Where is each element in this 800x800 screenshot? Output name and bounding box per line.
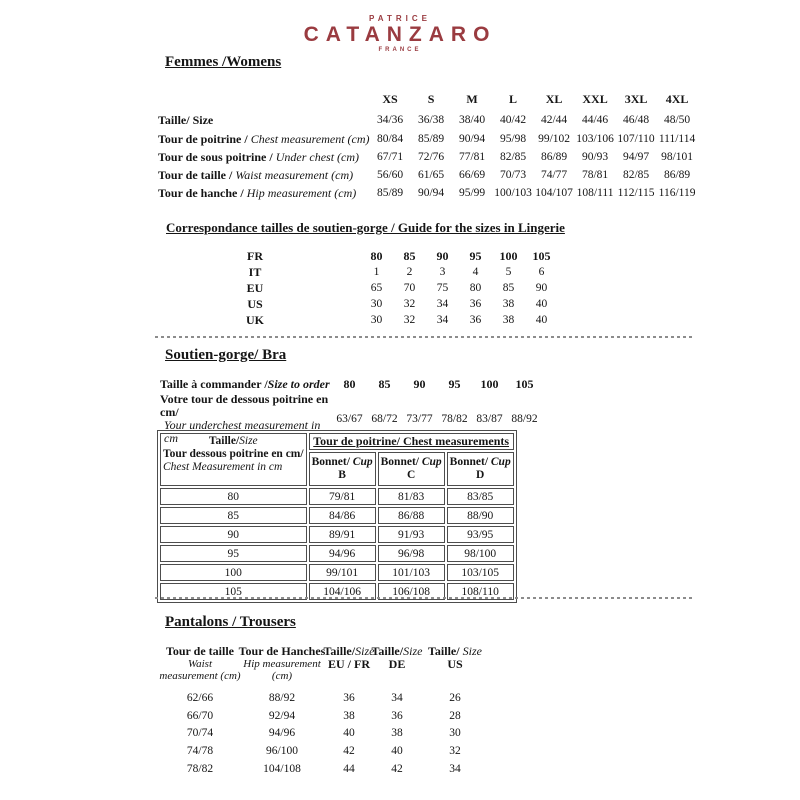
lingerie-value-cell: 90 [436, 248, 449, 263]
trousers-value-cell: 40 [391, 745, 403, 758]
table-row [160, 564, 514, 581]
chest-measurements-span-header [309, 433, 514, 450]
cup-table-corner-cell [160, 433, 307, 486]
bra-underchest-label-fr: Votre tour de dessous poitrine en cm/ [160, 392, 329, 419]
row-label-fr: Tour de taille / [158, 167, 233, 182]
trousers-header-taille: Taille/ [371, 644, 404, 658]
lingerie-value-cell: 4 [472, 266, 479, 278]
corner-chest-label: Chest Measurement in cm [163, 461, 283, 473]
table-row [160, 526, 514, 543]
cup-c-header [378, 452, 445, 486]
size-header-xxl: XXL [582, 91, 608, 106]
country-label-us: US [247, 296, 263, 311]
lingerie-value-cell: 38 [502, 298, 515, 310]
spacer-cell [275, 280, 360, 296]
cup-value-cell: 83/85 [447, 488, 514, 505]
row-label-en: Chest measurement (cm) [250, 131, 370, 146]
lingerie-heading: Correspondance tailles de soutien-gorge / Guide for the sizes in Lingerie [166, 220, 565, 235]
lingerie-value-cell: 32 [403, 314, 416, 326]
size-value-cell: 107/110 [617, 133, 655, 145]
womens-size-header-row [158, 88, 698, 110]
span-header-en: Chest measurements [402, 434, 510, 448]
size-value-cell: 103/106 [576, 133, 614, 145]
table-row [158, 148, 698, 166]
size-value-cell: 100/103 [494, 187, 532, 199]
trousers-value-cell: 28 [449, 709, 461, 722]
cup-size-cell: 105 [160, 583, 307, 600]
bra-order-label [160, 378, 332, 391]
bra-underchest-value: 63/67 [336, 413, 363, 425]
logo-france-text: FRANCE [378, 47, 422, 54]
lingerie-value-cell: 95 [469, 248, 482, 263]
trousers-header-region: DE [388, 656, 406, 671]
size-value-cell: 74/77 [540, 169, 568, 181]
cup-size-cell: 85 [160, 507, 307, 524]
size-value-cell: 72/76 [417, 151, 445, 163]
womens-size-table [158, 88, 698, 202]
table-row [160, 488, 514, 505]
trousers-value-cell: 42 [391, 762, 403, 775]
size-value-cell: 111/114 [658, 133, 696, 145]
lingerie-value-cell: 30 [370, 314, 383, 326]
cup-value-cell: 86/88 [378, 507, 445, 524]
bra-heading: Soutien-gorge/ Bra [165, 347, 287, 363]
size-value-cell: 44/46 [581, 114, 609, 126]
trousers-col-us [421, 645, 489, 778]
lingerie-value-cell: 38 [502, 314, 515, 326]
size-value-cell: 86/89 [540, 151, 568, 163]
lingerie-value-cell: 32 [403, 298, 416, 310]
table-row [158, 184, 698, 202]
bra-cup-table [157, 430, 517, 603]
table-row [158, 130, 698, 148]
lingerie-value-cell: 34 [436, 314, 449, 326]
lingerie-value-cell: 5 [505, 266, 512, 278]
cup-value-cell: 91/93 [378, 526, 445, 543]
trousers-value-cell: 42 [343, 745, 355, 758]
cup-size-cell: 90 [160, 526, 307, 543]
trousers-value-cell: 96/100 [266, 745, 298, 758]
size-header-m: M [466, 91, 478, 106]
spacer-cell [275, 312, 360, 328]
table-row [160, 545, 514, 562]
country-label-eu: EU [246, 280, 264, 295]
size-header-3xl: 3XL [624, 91, 648, 106]
row-label-hip [158, 184, 370, 202]
trousers-header-taille: Taille/ [428, 644, 460, 658]
table-row [235, 280, 558, 296]
logo-catanzaro-text: CATANZARO [303, 23, 497, 47]
size-value-cell: 77/81 [458, 151, 486, 163]
size-value-cell: 85/89 [417, 133, 445, 145]
trousers-value-cell: 38 [343, 709, 355, 722]
size-value-cell: 90/94 [417, 187, 445, 199]
row-label-fr: Tour de sous poitrine / [158, 149, 273, 164]
corner-size-label: Size [239, 435, 258, 447]
size-value-cell: 86/89 [663, 169, 691, 181]
cup-value-cell: 84/86 [309, 507, 376, 524]
country-label-uk: UK [246, 312, 264, 327]
cup-d-header [447, 452, 514, 486]
trousers-header-en: measurement (cm) [159, 670, 241, 682]
womens-heading: Femmes /Womens [165, 54, 282, 70]
lingerie-value-cell: 65 [370, 282, 383, 294]
lingerie-value-cell: 70 [403, 282, 416, 294]
trousers-value-cell: 34 [391, 692, 403, 704]
lingerie-value-cell: 36 [469, 314, 482, 326]
trousers-header-size: Size [462, 644, 482, 658]
cup-value-cell: 96/98 [378, 545, 445, 562]
trousers-header-size: Size [403, 644, 423, 658]
size-value-cell: 104/107 [535, 187, 573, 199]
bra-underchest-value: 73/77 [406, 413, 433, 425]
row-label-chest [158, 130, 370, 148]
size-value-cell: 66/69 [458, 169, 486, 181]
bonnet-label: Bonnet/ [449, 456, 489, 468]
trousers-header-fr: Tour de Hanches [238, 644, 326, 658]
bra-order-label-fr: Taille à commander / [160, 377, 268, 391]
lingerie-value-cell: 85 [502, 282, 515, 294]
row-label-fr: Tour de poitrine / [158, 131, 248, 146]
trousers-value-cell: 62/66 [186, 692, 214, 704]
trousers-header-fr: Tour de taille [165, 644, 234, 658]
size-value-cell: 108/111 [576, 187, 614, 199]
bra-underchest-label-en: Your underchest measurement in cm [164, 418, 321, 445]
trousers-value-cell: 66/70 [186, 709, 214, 722]
trousers-value-cell: 36 [391, 709, 403, 722]
corner-size-line [163, 435, 304, 448]
trousers-value-cell: 74/78 [186, 745, 214, 758]
country-label-fr: FR [247, 248, 263, 263]
bra-underchest-value: 83/87 [476, 413, 503, 425]
cup-label: Cup [421, 456, 442, 468]
trousers-header-en: Waist [187, 657, 213, 670]
cup-value-cell: 103/105 [447, 564, 514, 581]
trousers-value-cell: 92/94 [268, 709, 296, 722]
size-header-s: S [427, 91, 435, 106]
cup-label-line [312, 456, 373, 469]
logo-patrice-text: PATRICE [369, 14, 431, 23]
cup-value-cell: 101/103 [378, 564, 445, 581]
size-value-cell: 116/119 [658, 187, 696, 199]
lingerie-value-cell: 80 [370, 248, 383, 263]
size-value-cell: 40/42 [499, 114, 527, 126]
lingerie-value-cell: 34 [436, 298, 449, 310]
trousers-value-cell: 30 [449, 727, 461, 740]
lingerie-value-cell: 1 [373, 266, 380, 278]
lingerie-value-cell: 40 [535, 314, 548, 326]
size-value-cell: 95/99 [458, 187, 486, 199]
bra-order-value: 80 [343, 377, 356, 391]
bra-order-label-en: Size to order [267, 377, 330, 391]
lingerie-value-cell: 40 [535, 298, 548, 310]
cup-table-header-row-1 [160, 433, 514, 450]
row-label-waist [158, 166, 370, 184]
lingerie-value-cell: 105 [532, 248, 551, 263]
trousers-value-cell: 38 [391, 727, 403, 740]
trousers-value-cell: 32 [449, 745, 461, 758]
row-label-fr: Tour de hanche / [158, 185, 244, 200]
table-row [160, 507, 514, 524]
cup-value-cell: 79/81 [309, 488, 376, 505]
size-value-cell: 67/71 [376, 151, 404, 163]
cup-value-cell: 98/100 [447, 545, 514, 562]
trousers-value-cell: 78/82 [186, 762, 214, 775]
cup-value-cell: 106/108 [378, 583, 445, 600]
cup-label-line [381, 456, 442, 469]
size-value-cell: 78/81 [581, 169, 609, 181]
bra-order-value: 105 [515, 377, 534, 391]
trousers-us-header [421, 645, 489, 690]
trousers-header-en: (cm) [271, 670, 293, 682]
brand-logo [0, 14, 800, 54]
lingerie-value-cell: 90 [535, 282, 548, 294]
size-value-cell: 90/94 [458, 133, 486, 145]
size-header-xl: XL [545, 91, 563, 106]
cup-letter: C [406, 469, 416, 481]
cup-size-cell: 80 [160, 488, 307, 505]
trousers-value-cell: 40 [343, 727, 355, 740]
trousers-value-cell: 88/92 [268, 692, 296, 704]
size-value-cell: 112/115 [617, 187, 655, 199]
size-header-4xl: 4XL [665, 91, 689, 106]
size-value-cell: 99/102 [538, 133, 571, 145]
country-label-it: IT [248, 264, 262, 279]
lingerie-value-cell: 85 [403, 248, 416, 263]
row-label-en: Under chest (cm) [275, 149, 360, 164]
trousers-header-region: US [447, 656, 463, 671]
bra-order-value: 85 [378, 377, 391, 391]
bra-order-row [160, 377, 542, 392]
size-value-cell: 94/97 [622, 151, 650, 163]
trousers-heading: Pantalons / Trousers [165, 614, 296, 630]
size-value-cell: 82/85 [622, 169, 650, 181]
table-row [235, 296, 558, 312]
lingerie-value-cell: 6 [538, 266, 545, 278]
cup-value-cell: 104/106 [309, 583, 376, 600]
trousers-header-size: Size [355, 644, 375, 658]
bonnet-label: Bonnet/ [380, 456, 419, 468]
corner-underbust-label: Tour dessous poitrine en cm/ [163, 448, 304, 460]
cup-label: Cup [490, 456, 511, 468]
bra-underchest-value: 68/72 [371, 413, 398, 425]
trousers-value-cell: 104/108 [263, 762, 301, 775]
lingerie-value-cell: 100 [499, 248, 518, 263]
cup-letter: D [476, 469, 485, 481]
table-row [158, 110, 698, 130]
table-row [235, 312, 558, 328]
trousers-header-en: Hip measurement [243, 657, 321, 670]
size-value-cell: 90/93 [581, 151, 609, 163]
spacer-cell [275, 264, 360, 280]
cup-value-cell: 88/90 [447, 507, 514, 524]
trousers-value-cell: 26 [449, 692, 461, 704]
row-label-underchest [158, 148, 370, 166]
cup-value-cell: 93/95 [447, 526, 514, 543]
empty-corner-cell [158, 88, 370, 110]
size-value-cell: 48/50 [663, 114, 691, 126]
size-value-cell: 85/89 [376, 187, 404, 199]
cup-value-cell: 108/110 [447, 583, 514, 600]
bra-order-value: 100 [480, 377, 499, 391]
table-row [235, 248, 558, 264]
bra-underchest-value: 88/92 [511, 413, 538, 425]
row-label-fr: Taille/ Size [158, 112, 214, 127]
trousers-value-cell: 36 [343, 692, 355, 704]
trousers-header-taille: Taille/ [323, 644, 356, 658]
bra-order-value: 95 [448, 377, 461, 391]
size-value-cell: 61/65 [417, 169, 445, 181]
size-value-cell: 42/44 [540, 114, 568, 126]
cup-value-cell: 81/83 [378, 488, 445, 505]
corner-taille-label: Taille/ [208, 435, 240, 447]
spacer-cell [275, 248, 360, 264]
cup-value-cell: 89/91 [309, 526, 376, 543]
bra-underchest-value: 78/82 [441, 413, 468, 425]
size-value-cell: 56/60 [376, 169, 404, 181]
trousers-value-cell: 34 [449, 762, 461, 775]
dashed-separator [155, 597, 695, 599]
size-value-cell: 46/48 [622, 114, 650, 126]
size-value-cell: 70/73 [499, 169, 527, 181]
size-value-cell: 95/98 [499, 133, 527, 145]
lingerie-correspondence-table [235, 248, 558, 328]
size-header-xs: XS [382, 91, 398, 106]
span-header-fr: Tour de poitrine/ [313, 434, 400, 448]
cup-b-header [309, 452, 376, 486]
cup-value-cell: 94/96 [309, 545, 376, 562]
lingerie-value-cell: 36 [469, 298, 482, 310]
bonnet-label: Bonnet/ [311, 456, 350, 468]
size-value-cell: 98/101 [661, 151, 694, 163]
trousers-header-size-line [421, 645, 489, 658]
size-value-cell: 36/38 [417, 114, 445, 126]
spacer-cell [275, 296, 360, 312]
cup-letter: B [338, 469, 346, 481]
row-label-en: Waist measurement (cm) [235, 167, 354, 182]
table-row [158, 166, 698, 184]
cup-label-line [450, 456, 511, 469]
row-label-en: Hip measurement (cm) [246, 185, 357, 200]
lingerie-value-cell: 30 [370, 298, 383, 310]
size-value-cell: 38/40 [458, 114, 486, 126]
cup-value-cell: 99/101 [309, 564, 376, 581]
size-value-cell: 82/85 [499, 151, 527, 163]
row-label-size [158, 110, 370, 130]
cup-size-cell: 95 [160, 545, 307, 562]
trousers-value-cell: 70/74 [186, 727, 214, 740]
lingerie-value-cell: 2 [406, 266, 413, 278]
cup-size-cell: 100 [160, 564, 307, 581]
table-row [235, 264, 558, 280]
size-value-cell: 80/84 [376, 133, 404, 145]
lingerie-value-cell: 80 [469, 282, 482, 294]
trousers-header-region: EU / FR [328, 656, 370, 671]
trousers-value-cell: 44 [343, 762, 355, 775]
bra-order-value: 90 [413, 377, 426, 391]
cup-label: Cup [352, 456, 373, 468]
dashed-separator [155, 336, 695, 338]
trousers-value-cell: 94/96 [268, 727, 296, 740]
size-value-cell: 34/36 [376, 114, 404, 126]
lingerie-value-cell: 3 [439, 266, 446, 278]
lingerie-value-cell: 75 [436, 282, 449, 294]
size-header-l: L [509, 91, 518, 106]
